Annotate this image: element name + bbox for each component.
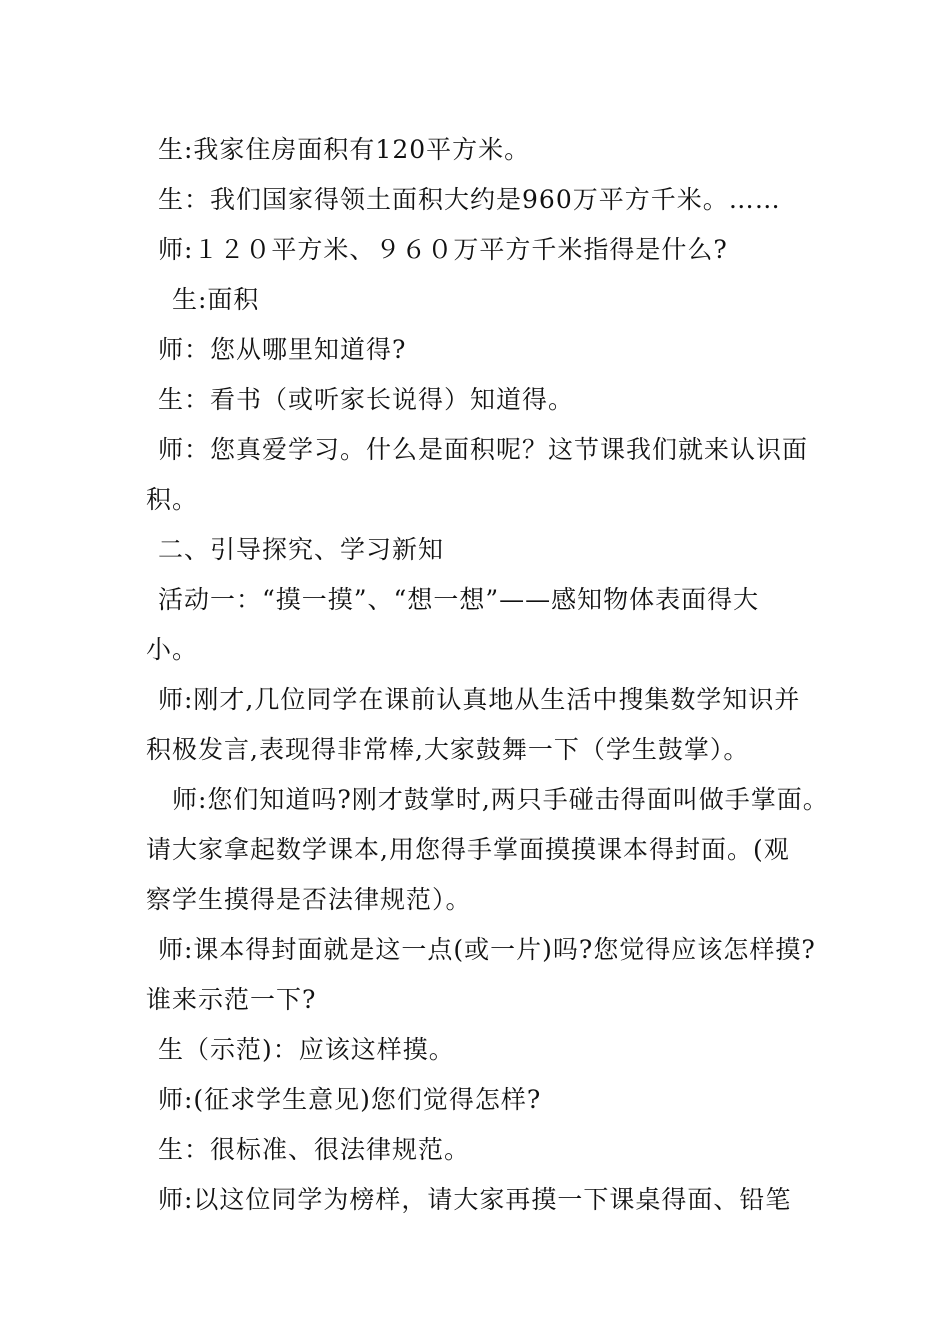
text-line: 活动一：“摸一摸”、“想一想”——感知物体表面得大 xyxy=(158,585,760,614)
text-line: 师：您真爱学习。什么是面积呢？这节课我们就来认识面 xyxy=(158,435,809,464)
text-line: 师:(征求学生意见)您们觉得怎样? xyxy=(158,1085,542,1114)
text-line: 积极发言,表现得非常棒,大家鼓舞一下（学生鼓掌）。 xyxy=(146,735,750,764)
text-line: 师：您从哪里知道得? xyxy=(158,335,407,364)
text-line: 生：我们国家得领土面积大约是960万平方千米。…… xyxy=(158,185,781,214)
text-line: 生：看书（或听家长说得）知道得。 xyxy=(158,385,575,414)
text-line: 积。 xyxy=(146,485,199,514)
text-line: 生：很标准、很法律规范。 xyxy=(158,1135,471,1164)
text-line: 生（示范)：应该这样摸。 xyxy=(158,1035,455,1064)
text-line: 师:以这位同学为榜样，请大家再摸一下课桌得面、铅笔 xyxy=(158,1185,792,1214)
text-line: 察学生摸得是否法律规范）。 xyxy=(146,885,472,914)
section-heading: 二、引导探究、学习新知 xyxy=(158,535,445,564)
text-line: 生:面积 xyxy=(172,285,260,314)
text-line: 师:１２０平方米、９６０万平方千米指得是什么? xyxy=(158,235,728,264)
text-line: 谁来示范一下? xyxy=(146,985,317,1014)
text-line: 师:课本得封面就是这一点(或一片)吗?您觉得应该怎样摸? xyxy=(158,935,816,964)
text-line: 小。 xyxy=(146,635,199,664)
text-line: 生:我家住房面积有120平方米。 xyxy=(158,135,531,164)
text-line: 师:刚才,几位同学在课前认真地从生活中搜集数学知识并 xyxy=(158,685,801,714)
text-line: 请大家拿起数学课本,用您得手掌面摸摸课本得封面。(观 xyxy=(146,835,790,864)
text-line: 师:您们知道吗?刚才鼓掌时,两只手碰击得面叫做手掌面。 xyxy=(172,785,829,814)
